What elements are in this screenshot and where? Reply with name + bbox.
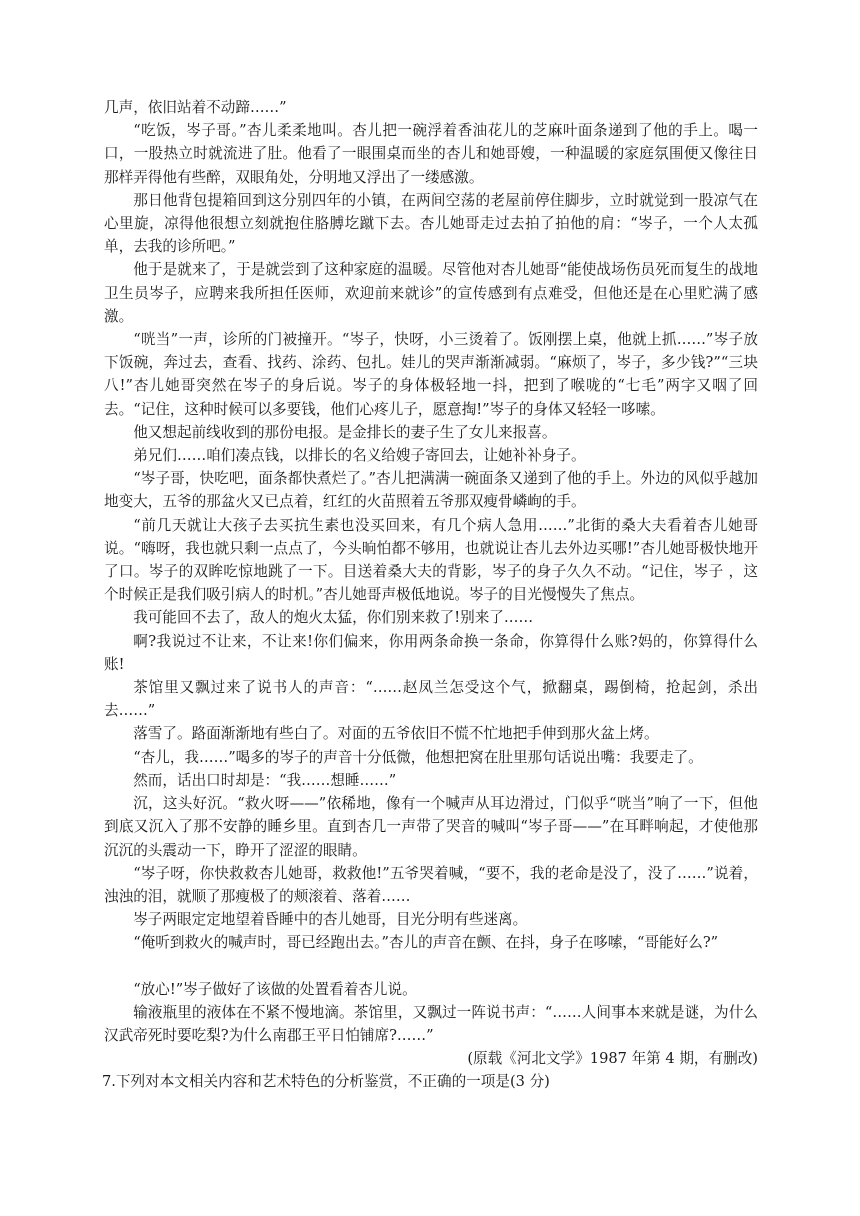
paragraph: “前几天就让大孩子去买抗生素也没买回来，有几个病人急用……”北街的桑大夫看着杏儿她哥说。“嗨呀，我也就只剩一点点了，今头晌怕都不够用，也就说让杏儿去外边买哪!”杏儿她哥极快地开了口。岑子的双眸吃惊地跳了一下。目送着桑大夫的背影，岑子的身子久久不动。“记住，岑子 ，这个时候正是我们吸引病人的时机。”杏儿她哥声极低地说。岑子的目光慢慢失了焦点。: [104, 516, 758, 604]
paragraph: 茶馆里又飘过来了说书人的声音：“……赵凤兰怎受这个气，掀翻桌，踢倒椅，抢起剑，杀出去……”: [104, 679, 758, 720]
paragraph: 他于是就来了，于是就尝到了这种家庭的温暖。尽管他对杏儿她哥“能使战场伤员死而复生的战地卫生员岑子，应聘来我所担任医师，欢迎前来就诊”的宣传感到有点难受，但他还是在心里贮满了感激。: [104, 261, 758, 325]
source-citation: (原载《河北文学》1987 年第 4 期，有删改): [467, 1050, 758, 1068]
document-page: [104, 96, 758, 1094]
paragraph: 落雪了。路面渐渐地有些白了。对面的五爷依旧不慌不忙地把手伸到那火盆上烤。: [133, 725, 659, 743]
paragraph: “放心!”岑子做好了该做的处置看着杏儿说。: [133, 980, 417, 998]
paragraph: 几声，依旧站着不动蹄……”: [104, 99, 287, 116]
paragraph: “杏儿，我……”喝多的岑子的声音十分低微，他想把窝在肚里那句话说出嘴：我要走了。: [133, 748, 703, 766]
paragraph: 他又想起前线收到的那份电报。是金排长的妻子生了女儿来报喜。: [133, 423, 557, 441]
paragraph: “岑子哥，快吃吧，面条都快煮烂了。”杏儿把满满一碗面条又递到了他的手上。外边的风似乎越加地变大，五爷的那盆火又已点着，红红的火苗照着五爷那双瘦骨嶙峋的手。: [104, 470, 758, 511]
question-7: 7.下列对本文相关内容和艺术特色的分析鉴赏，不正确的一项是(3 分): [102, 1073, 550, 1091]
paragraph: “咣当”一声，诊所的门被撞开。“岑子，快呀，小三烫着了。饭刚摆上桌，他就上抓……”岑子放下饭碗，奔过去，查看、找药、涂药、包扎。娃儿的哭声渐渐减弱。“麻烦了，岑子，多少钱?”“三块八!”杏儿她哥突然在岑子的身后说。岑子的身体极轻地一抖，把到了喉咙的“七毛”两字又咽了回去。“记住，这种时候可以多要钱，他们心疼儿子，愿意掏!”岑子的身体又轻轻一哆嗦。: [104, 331, 758, 418]
paragraph: 那日他背包提箱回到这分别四年的小镇，在两间空荡的老屋前停住脚步，立时就觉到一股凉气在心里旋，凉得他很想立刻就抱住胳膊圪蹴下去。杏儿她哥走过去拍了拍他的肩：“岑子，一个人太孤单，去我的诊所吧。”: [104, 191, 758, 256]
paragraph: “吃饭，岑子哥。”杏儿柔柔地叫。杏儿把一碗浮着香油花儿的芝麻叶面条递到了他的手上。喝一口，一股热立时就流进了肚。他看了一眼围桌而坐的杏儿和她哥嫂，一种温暖的家庭氛围便又像往日那样弄得他有些醉，双眼角处，分明地又浮出了一缕感激。: [104, 122, 758, 186]
paragraph: 我可能回不去了，敌人的炮火太猛，你们别来救了!别来了……: [133, 609, 534, 627]
paragraph: 啊?我说过不让来，不让来!你们偏来，你用两条命换一条命，你算得什么账?妈的，你算得什么账!: [104, 632, 758, 673]
paragraph: 弟兄们……咱们凑点钱，以排长的名义给嫂子寄回去，让她补补身子。: [133, 447, 586, 465]
paragraph: 输液瓶里的液体在不紧不慢地滴。茶馆里，又飘过一阵说书声：“……人间事本来就是谜，为什么汉武帝死时要吃梨?为什么南郡王平日怕铺席?……”: [104, 1003, 758, 1044]
paragraph: “岑子呀，你快救救杏儿她哥，救救他!”五爷哭着喊，“要不，我的老命是没了，没了……”说着，浊浊的泪，就顺了那瘦极了的颊滚着、落着……: [104, 864, 758, 905]
paragraph: 然而，话出口时却是：“我……想睡……”: [133, 771, 397, 789]
paragraph: 岑子两眼定定地望着昏睡中的杏儿她哥，目光分明有些迷离。: [133, 911, 528, 929]
paragraph: 沉，这头好沉。“救火呀——”依稀地，像有一个喊声从耳边滑过，门似乎“咣当”响了一下，但他到底又沉入了那不安静的睡乡里。直到杏几一声带了哭音的喊叫“岑子哥——”在耳畔响起，才使他那沉沉的头震动一下，睁开了涩涩的眼睛。: [104, 795, 758, 859]
paragraph: “俺听到救火的喊声时，哥已经跑出去。”杏儿的声音在颤、在抖，身子在哆嗦，“哥能好么?”: [133, 934, 719, 952]
